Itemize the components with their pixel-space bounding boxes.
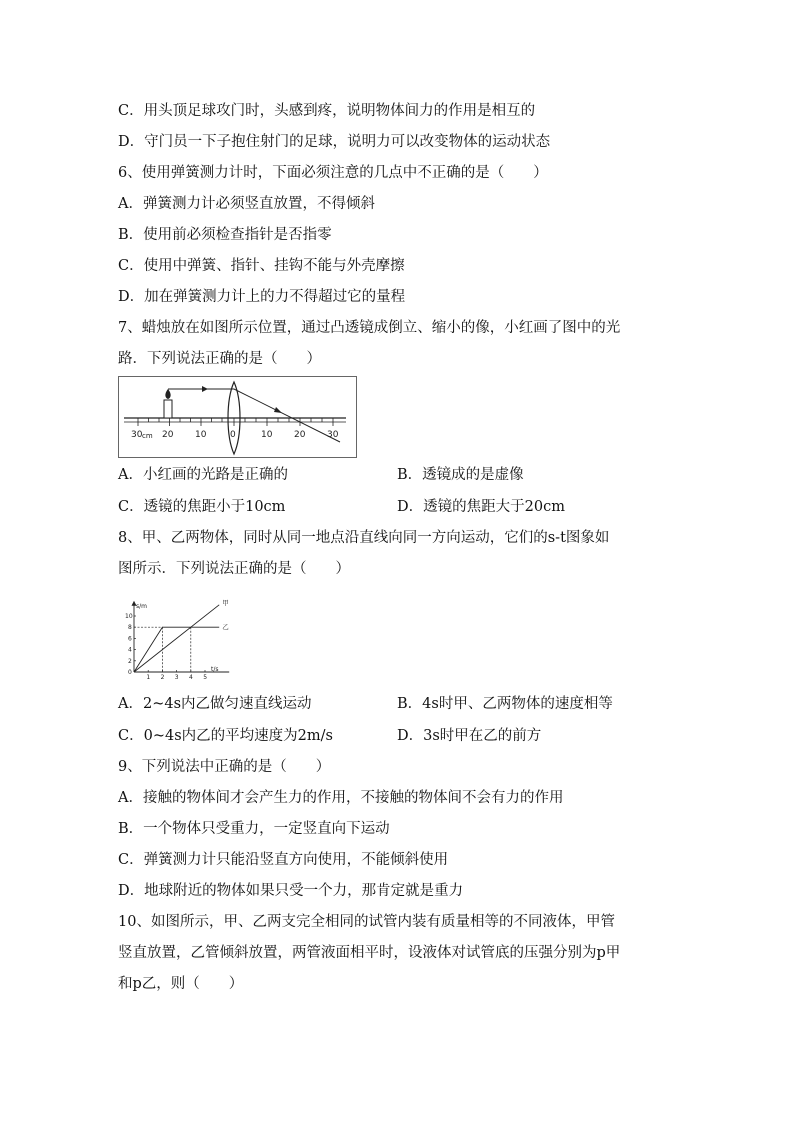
tick-label: 30 (131, 430, 143, 440)
q6-option-c: C．使用中弹簧、指针、挂钩不能与外壳摩擦 (118, 258, 405, 274)
x-tick-label: 5 (203, 674, 208, 681)
q5-option-d: D．守门员一下子抱住射门的足球，说明力可以改变物体的运动状态 (118, 134, 551, 150)
q8-st-chart (118, 594, 248, 684)
series-line-yi (134, 627, 219, 672)
y-tick-label: 4 (128, 646, 132, 654)
y-tick-label: 8 (128, 624, 132, 632)
q5-option-c: C．用头顶足球攻门时，头感到疼，说明物体间力的作用是相互的 (118, 103, 536, 119)
q8-option-c: C．0~4s内乙的平均速度为2m/s (118, 728, 333, 744)
ray-arrow-icon (274, 407, 282, 413)
y-tick-label: 6 (128, 635, 132, 643)
q10-stem-line2: 竖直放置，乙管倾斜放置，两管液面相平时，设液体对试管底的压强分别为p甲 (118, 945, 621, 961)
q7-stem-line1: 7、蜡烛放在如图所示位置，通过凸透镜成倒立、缩小的像，小红画了图中的光 (118, 320, 621, 336)
q6-option-b: B．使用前必须检查指针是否指零 (118, 227, 332, 243)
x-tick-label: 2 (160, 674, 165, 681)
q10-stem-line3: 和p乙，则（ ） (118, 976, 244, 992)
q9-stem: 9、下列说法中正确的是（ ） (118, 759, 331, 775)
tick-label: 20 (162, 430, 174, 440)
series-label: 乙 (222, 623, 229, 632)
x-tick-label: 1 (146, 674, 151, 681)
q7-lens-figure (118, 376, 358, 458)
q9-option-a: A．接触的物体间才会产生力的作用，不接触的物体间不会有力的作用 (118, 790, 564, 806)
q6-stem: 6、使用弹簧测力计时，下面必须注意的几点中不正确的是（ ） (118, 165, 548, 181)
q7-option-c: C．透镜的焦距小于10cm (118, 499, 286, 515)
y-tick-label: 2 (128, 657, 132, 665)
q6-option-a: A．弹簧测力计必须竖直放置，不得倾斜 (118, 196, 375, 212)
q9-option-b: B．一个物体只受重力，一定竖直向下运动 (118, 821, 390, 837)
q9-option-d: D．地球附近的物体如果只受一个力，那肯定就是重力 (118, 883, 464, 899)
flame-icon (165, 389, 170, 399)
candle-icon (164, 400, 172, 418)
tick-label: 0 (230, 430, 236, 440)
q7-option-b: B．透镜成的是虚像 (397, 467, 524, 483)
series-label: 甲 (222, 598, 229, 607)
q7-stem-line2: 路．下列说法正确的是（ ） (118, 351, 321, 367)
origin-label: 0 (128, 669, 132, 676)
light-ray (168, 389, 340, 442)
q8-option-b: B．4s时甲、乙两物体的速度相等 (397, 696, 613, 712)
q8-stem-line2: 图所示．下列说法正确的是（ ） (118, 561, 350, 577)
x-tick-label: 3 (174, 674, 179, 681)
q8-option-d: D．3s时甲在乙的前方 (397, 728, 542, 744)
y-tick-label: 10 (125, 613, 133, 620)
tick-label: 10 (195, 430, 207, 440)
tick-label: 30 (327, 430, 339, 440)
q7-option-a: A．小红画的光路是正确的 (118, 467, 288, 483)
q8-option-a: A．2~4s内乙做匀速直线运动 (118, 696, 312, 712)
tick-label: 20 (294, 430, 306, 440)
series-line-jia (134, 602, 219, 672)
ray-arrow-icon (202, 386, 208, 392)
q10-stem-line1: 10、如图所示，甲、乙两支完全相同的试管内装有质量相等的不同液体，甲管 (118, 914, 615, 930)
q8-stem-line1: 8、甲、乙两物体，同时从同一地点沿直线向同一方向运动，它们的s-t图象如 (118, 530, 610, 546)
q6-option-d: D．加在弹簧测力计上的力不得超过它的量程 (118, 289, 406, 305)
tick-label: 10 (261, 430, 273, 440)
x-axis-label: t/s (211, 666, 219, 673)
q7-option-d: D．透镜的焦距大于20cm (397, 499, 565, 515)
q9-option-c: C．弹簧测力计只能沿竖直方向使用，不能倾斜使用 (118, 852, 449, 868)
x-tick-label: 4 (189, 674, 193, 681)
y-axis-label: s/m (136, 602, 147, 610)
unit-label: cm (142, 432, 153, 440)
